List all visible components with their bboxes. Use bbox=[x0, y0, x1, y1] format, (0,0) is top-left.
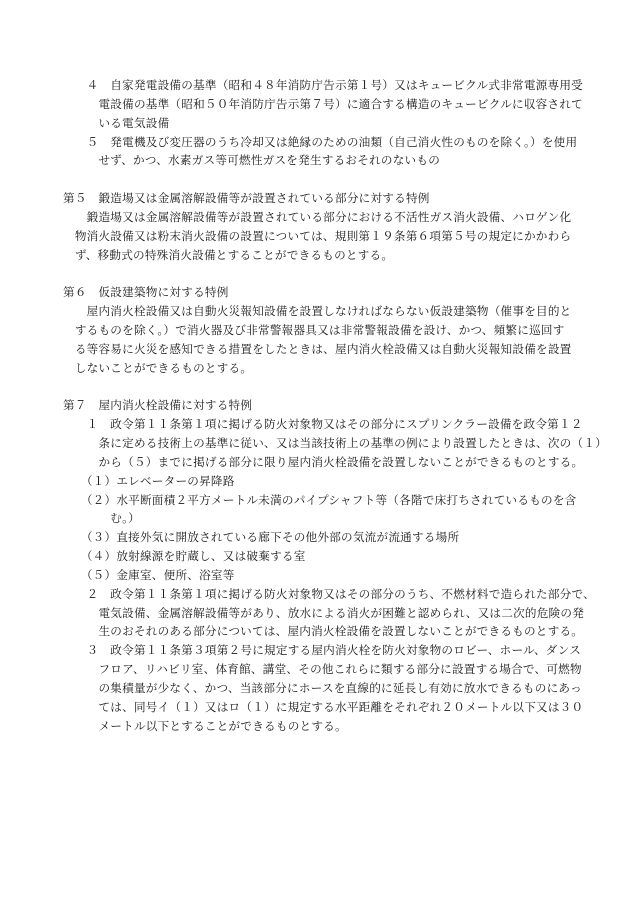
text-line: ４ 自家発電設備の基準（昭和４８年消防庁告示第１号）又はキュービクル式非常電源専用受 bbox=[63, 78, 583, 92]
text-line: （２）水平断面積２平方メートル未満のパイプシャフト等（各階で床打ちされているものを含 bbox=[63, 492, 577, 507]
paragraph-spacer bbox=[63, 378, 577, 397]
text-line: 電設備の基準（昭和５０年消防庁告示第７号）に適合する構造のキュービクルに収容されて bbox=[63, 96, 583, 111]
section-heading bbox=[63, 283, 577, 302]
text-line: せず、かつ、水素ガス等可燃性ガスを発生するおそれのないもの bbox=[63, 153, 441, 168]
numbered-item bbox=[63, 133, 577, 171]
text-line: フロア、リハビリ室、体育館、講堂、その他これらに類する部分に設置する場合で、可燃物 bbox=[63, 662, 582, 677]
text-line: 電気設備、金属溶解設備等があり、放水による消火が困難と認められ、又は二次的危険の発 bbox=[63, 605, 585, 620]
text-line: る等容易に火災を感知できる措置をしたときは、屋内消火栓設備又は自動火災報知設備を設置 bbox=[63, 341, 572, 356]
text-line: 物消火設備又は粉末消火設備の設置については、規則第１９条第６項第５号の規定にかかわら bbox=[63, 228, 572, 243]
text-line: 条に定める技術上の基準に従い、又は当該技術上の基準の例により設置したときは、次の（１） bbox=[63, 436, 607, 451]
paragraph-spacer bbox=[63, 170, 577, 189]
text-line: 第７ 屋内消火栓設備に対する特例 bbox=[63, 398, 253, 413]
sub-item bbox=[63, 547, 577, 566]
document-body bbox=[63, 76, 607, 736]
numbered-item bbox=[63, 641, 584, 735]
numbered-item bbox=[63, 415, 607, 472]
sub-item bbox=[63, 472, 577, 491]
text-line: いる電気設備 bbox=[63, 115, 170, 130]
text-line: ５ 発電機及び変圧器のうち冷却又は絶縁のための油類（自己消火性のものを除く。）を使用 bbox=[63, 134, 578, 149]
text-line: １ 政令第１１条第１項に掲げる防火対象物又はその部分にスプリンクラー設備を政令第１２ bbox=[63, 417, 583, 432]
text-line: するものを除く。）で消火器及び非常警報器具又は非常警報設備を設け、かつ、頻繁に巡回す bbox=[63, 322, 565, 337]
text-line: から（５）までに掲げる部分に限り屋内消火栓設備を設置しないことができるものとする。 bbox=[63, 454, 584, 469]
paragraph-spacer bbox=[63, 264, 577, 283]
section-heading bbox=[63, 189, 577, 208]
text-line: ず、移動式の特殊消火設備とすることができるものとする。 bbox=[63, 247, 394, 262]
text-line: ３ 政令第１１条第３項第２号に規定する屋内消火栓を防火対象物のロビー、ホール、ダンス bbox=[63, 643, 582, 658]
text-line: （１）エレベーターの昇降路 bbox=[63, 473, 235, 488]
text-line: む。） bbox=[63, 511, 140, 526]
text-line: の集積量が少なく、かつ、当該部分にホースを直線的に延長し有効に放水できるものにあっ bbox=[63, 681, 582, 695]
text-line: （５）金庫室、便所、浴室等 bbox=[63, 567, 235, 582]
text-line: （４）放射線源を貯蔵し、又は破棄する室 bbox=[63, 549, 306, 564]
text-line: ２ 政令第１１条第１項に掲げる防火対象物又はその部分のうち、不燃材料で造られた部分で、 bbox=[63, 586, 595, 601]
sub-item bbox=[63, 491, 577, 529]
numbered-item bbox=[63, 585, 595, 642]
text-line: 鍛造場又は金属溶解設備等が設置されている部分における不活性ガス消火設備、ハロゲン化 bbox=[63, 209, 572, 224]
sub-item bbox=[63, 566, 577, 585]
sub-item bbox=[63, 528, 577, 547]
text-line: ては、同号イ（１）又はロ（１）に規定する水平距離をそれぞれ２０メートル以下又は３０ bbox=[63, 699, 584, 714]
text-line: （３）直接外気に開放されている廊下その他外部の気流が流通する場所 bbox=[63, 530, 460, 545]
text-line: 屋内消火栓設備又は自動火災報知設備を設置しなければならない仮設建築物（催事を目的と bbox=[63, 304, 572, 319]
numbered-item bbox=[63, 76, 583, 133]
text-line: 第５ 鍛造場又は金属溶解設備等が設置されている部分に対する特例 bbox=[63, 191, 430, 206]
text-line: 生のおそれのある部分については、屋内消火栓設備を設置しないことができるものとする。 bbox=[63, 624, 584, 639]
section-heading bbox=[63, 396, 577, 415]
text-line: しないことができるものとする。 bbox=[63, 360, 253, 375]
paragraph bbox=[63, 208, 577, 265]
paragraph bbox=[63, 302, 577, 377]
text-line: メートル以下とすることができるものとする。 bbox=[63, 718, 347, 733]
text-line: 第６ 仮設建築物に対する特例 bbox=[63, 285, 229, 300]
